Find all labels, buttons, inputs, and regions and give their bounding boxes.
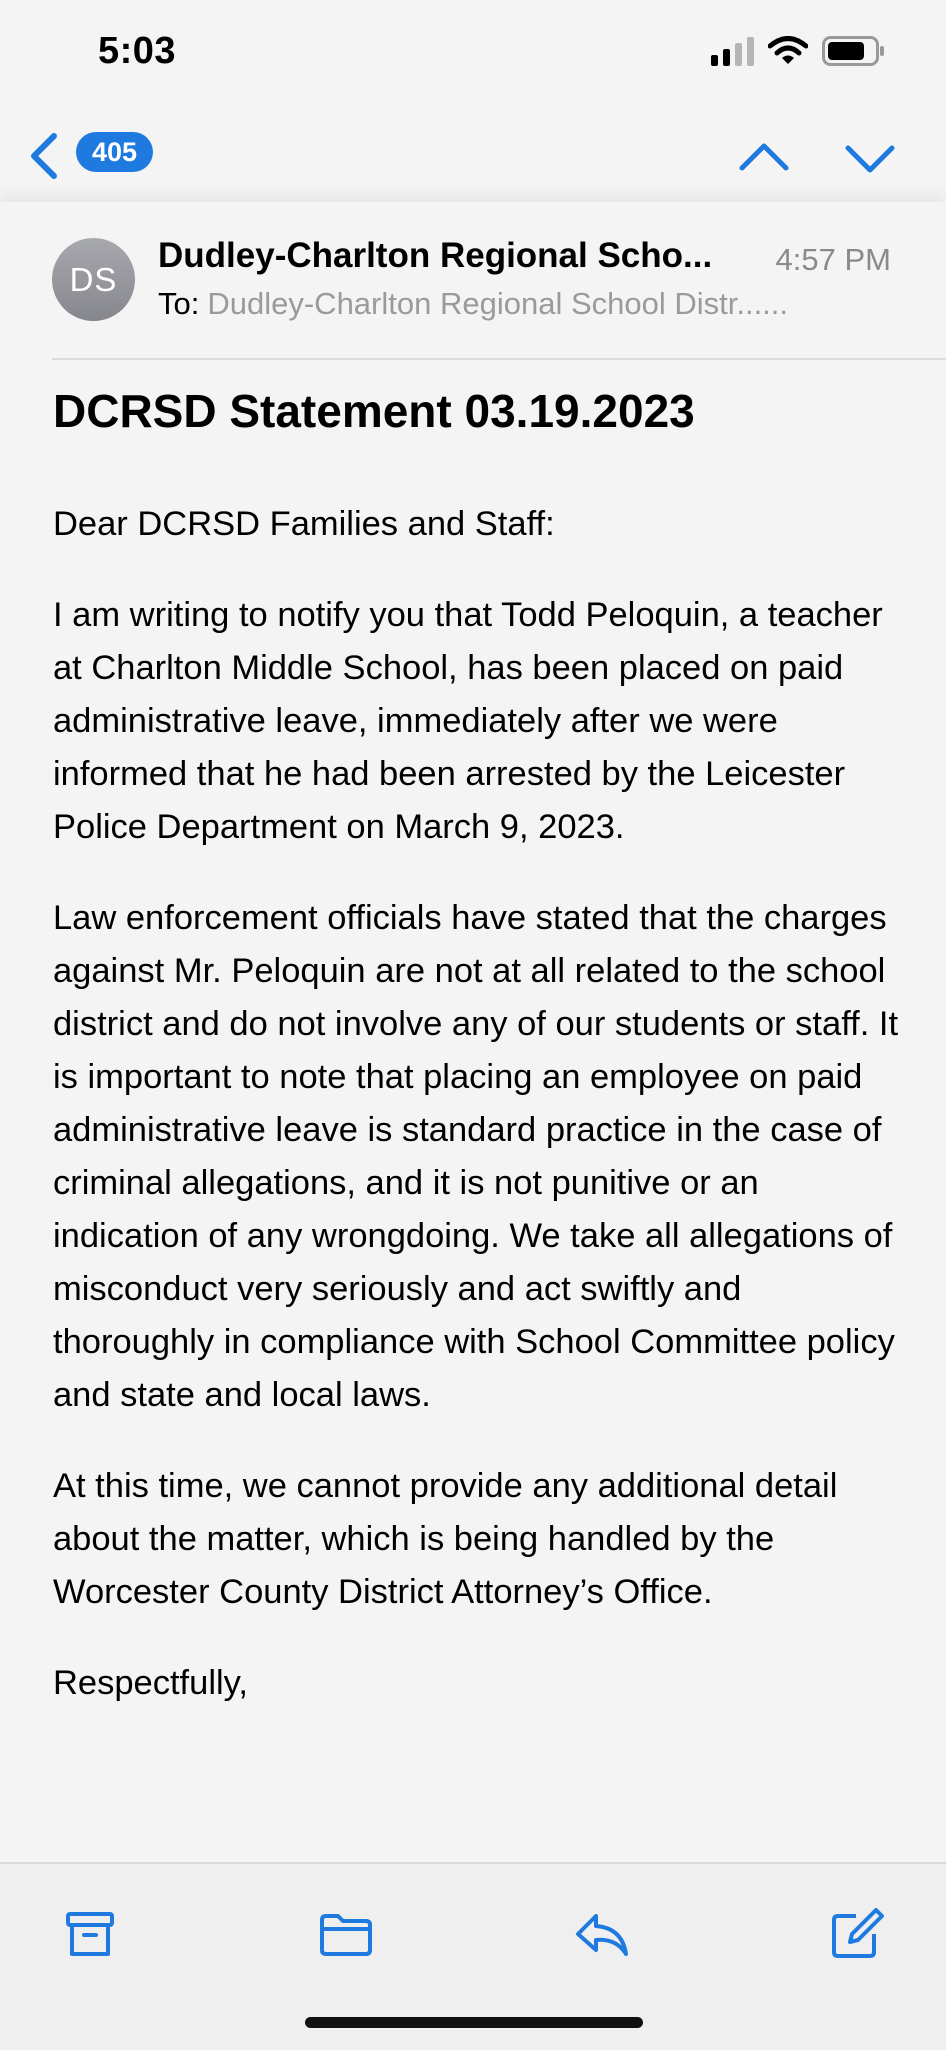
cellular-signal-icon [711,36,754,66]
next-message-icon[interactable] [842,132,898,184]
sign-off: Respectfully, [53,1664,248,1702]
status-time: 5:03 [98,30,177,72]
greeting: Dear DCRSD Families and Staff: [53,505,555,543]
wifi-icon [768,36,808,66]
status-bar [0,0,946,110]
body-paragraph: I am writing to notify you that Todd Peloquin, a teacher at Charlton Middle School, has been placed on paid administrative leave, immediately after we were informed that he had been arrested by the Leicester Police Department on March 9, 2023. [53,596,883,846]
received-time: 4:57 PM [775,242,891,277]
compose-icon[interactable] [826,1904,886,1964]
to-label: To: [158,286,200,321]
home-indicator[interactable] [305,2017,643,2028]
recipient-line[interactable] [158,286,848,322]
unread-count-badge[interactable]: 405 [76,132,153,172]
sender-name[interactable]: Dudley-Charlton Regional Scho... [158,236,713,275]
folder-icon[interactable] [316,1904,376,1964]
battery-icon [822,36,886,66]
divider [52,358,946,360]
recipient-value[interactable]: Dudley-Charlton Regional School Distr...... [207,286,789,321]
status-icons [711,36,886,66]
body-paragraph: Law enforcement officials have stated that the charges against Mr. Peloquin are not at all related to the school district and do not involve any of our students or staff. It is important to note that placing an employee on paid administrative leave is standard practice in the case of criminal allegations, and it is not punitive or an indication of any wrongdoing. We take all allegations of misconduct very seriously and act swiftly and thoroughly in compliance with School Committee policy and state and local laws. [53,899,899,1414]
email-body [53,498,905,1748]
back-chevron-icon[interactable] [24,130,64,182]
avatar[interactable]: DS [52,238,135,321]
email-subject: DCRSD Statement 03.19.2023 [53,385,695,437]
body-paragraph: At this time, we cannot provide any additional detail about the matter, which is being handled by the Worcester County District Attorney’s Office. [53,1467,838,1611]
archive-icon[interactable] [60,1904,120,1964]
reply-icon[interactable] [572,1904,632,1964]
previous-message-icon[interactable] [736,132,792,184]
